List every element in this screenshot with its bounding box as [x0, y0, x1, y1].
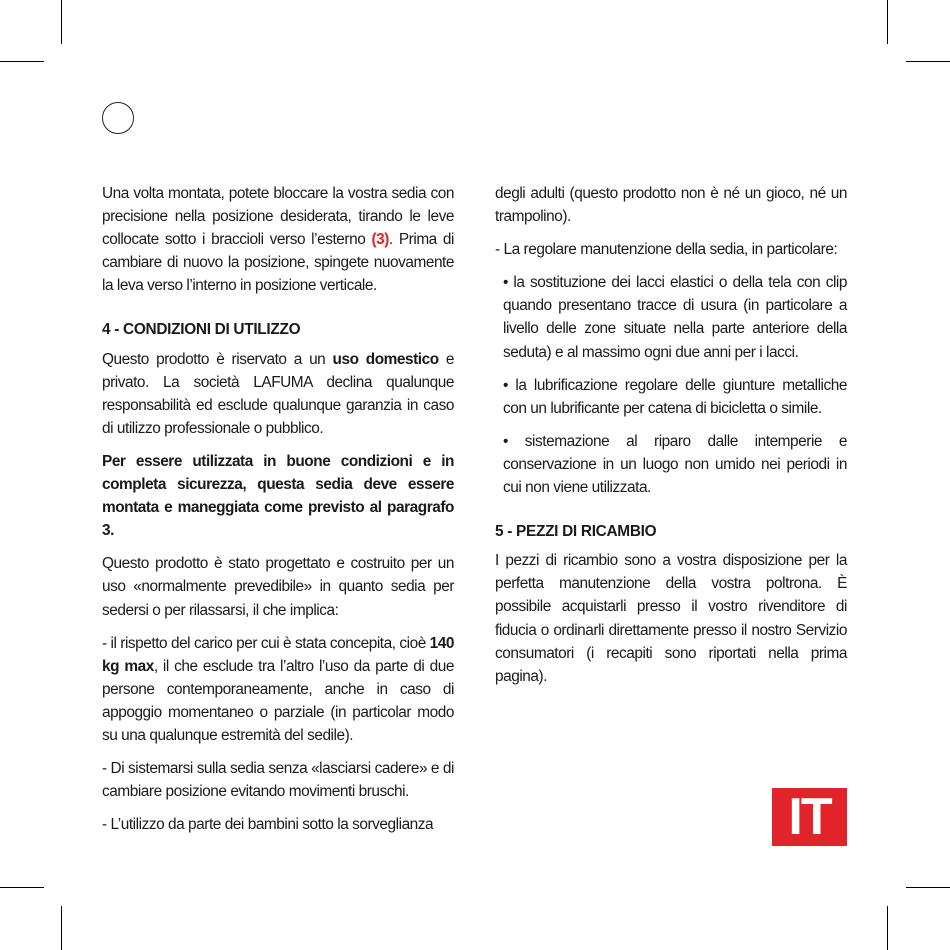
crop-mark-bottom-left-h — [0, 887, 44, 888]
text: Una volta montata, potete bloccare la vostra sedia con precisione nella posizione desiderata, tirando le leve collocate sotto i braccioli verso l’esterno — [102, 185, 454, 249]
paragraph-children: - L’utilizzo da parte dei bambini sotto la sorveglianza — [102, 816, 434, 834]
crop-mark-top-right-h — [906, 61, 950, 62]
text: , il che esclude tra l’altro l’uso da parte di due persone contemporaneamente, anche in caso di appoggio momentaneo o parziale (in particolar modo su una qualunque estremità del sedile). — [102, 657, 454, 744]
crop-mark-bottom-left-v — [61, 906, 62, 950]
bullet-lubrication: • la lubrificazione regolare delle giunture metalliche con un lubrificante per catena di bicicletta o simile. — [503, 376, 847, 417]
paragraph-intended-use: Questo prodotto è stato progettato e costruito per un uso «normalmente prevedibile» in quanto sedia per sedersi o per rilassarsi, il che implica: — [102, 555, 454, 619]
right-column — [495, 182, 847, 688]
crop-mark-top-right-v — [887, 0, 888, 44]
paragraph-children-cont: degli adulti (questo prodotto non è né un gioco, né un trampolino). — [495, 185, 847, 226]
text: . Prima di cambiare di nuovo la posizione, spingete nuovamente la leva verso l’interno in posizione verticale. — [102, 231, 454, 295]
crop-mark-bottom-right-h — [906, 887, 950, 888]
figure-reference: (3) — [371, 231, 389, 249]
section-heading-5: 5 - PEZZI DI RICAMBIO — [495, 523, 657, 541]
paragraph-maintenance: - La regolare manutenzione della sedia, in particolare: — [495, 241, 838, 259]
paragraph-safety-warning: Per essere utilizzata in buone condizioni e in completa sicurezza, questa sedia deve essere montata e maneggiata come previsto al paragrafo 3. — [102, 452, 454, 540]
paragraph-domestic-use — [102, 348, 454, 440]
paragraph-spare-parts: I pezzi di ricambio sono a vostra disposizione per la perfetta manutenzione della vostra poltrona. È possibile acquistarli presso il vostro rivenditore di fiducia o ordinarli direttamente presso il nostro Servizio consumatori (i recapiti sono riportati nella prima pagina). — [495, 552, 847, 685]
paragraph-max-load — [102, 632, 454, 747]
crop-mark-top-left-h — [0, 61, 44, 62]
crop-mark-top-left-v — [61, 0, 62, 44]
section-heading-4: 4 - CONDIZIONI DI UTILIZZO — [102, 321, 301, 339]
text: - il rispetto del carico per cui è stata concepita, cioè — [102, 634, 430, 652]
max-load-value: 140 kg max — [102, 634, 454, 675]
page-circle-marker — [102, 102, 134, 134]
bullet-replacement: • la sostituzione dei lacci elastici o della tela con clip quando presentano tracce di usura (in particolare a livello delle zone situate nella parte anteriore della seduta) e al massimo ogni due anni per i lacci. — [503, 274, 847, 361]
text: Questo prodotto è riservato a un — [102, 350, 333, 368]
paragraph-lock-position — [102, 182, 454, 297]
left-column — [102, 182, 454, 836]
bold-text: uso domestico — [332, 350, 439, 368]
crop-mark-bottom-right-v — [887, 906, 888, 950]
language-badge: IT — [772, 788, 847, 846]
paragraph-sitting: - Di sistemarsi sulla sedia senza «lasciarsi cadere» e di cambiare posizione evitando movimenti bruschi. — [102, 760, 454, 801]
bullet-storage: • sistemazione al riparo dalle intemperie e conservazione in un luogo non umido nei periodi in cui non viene utilizzata. — [503, 432, 847, 497]
text: e privato. La società LAFUMA declina qualunque responsabilità ed esclude qualunque garanzia in caso di utilizzo professionale o pubblico. — [102, 350, 455, 437]
